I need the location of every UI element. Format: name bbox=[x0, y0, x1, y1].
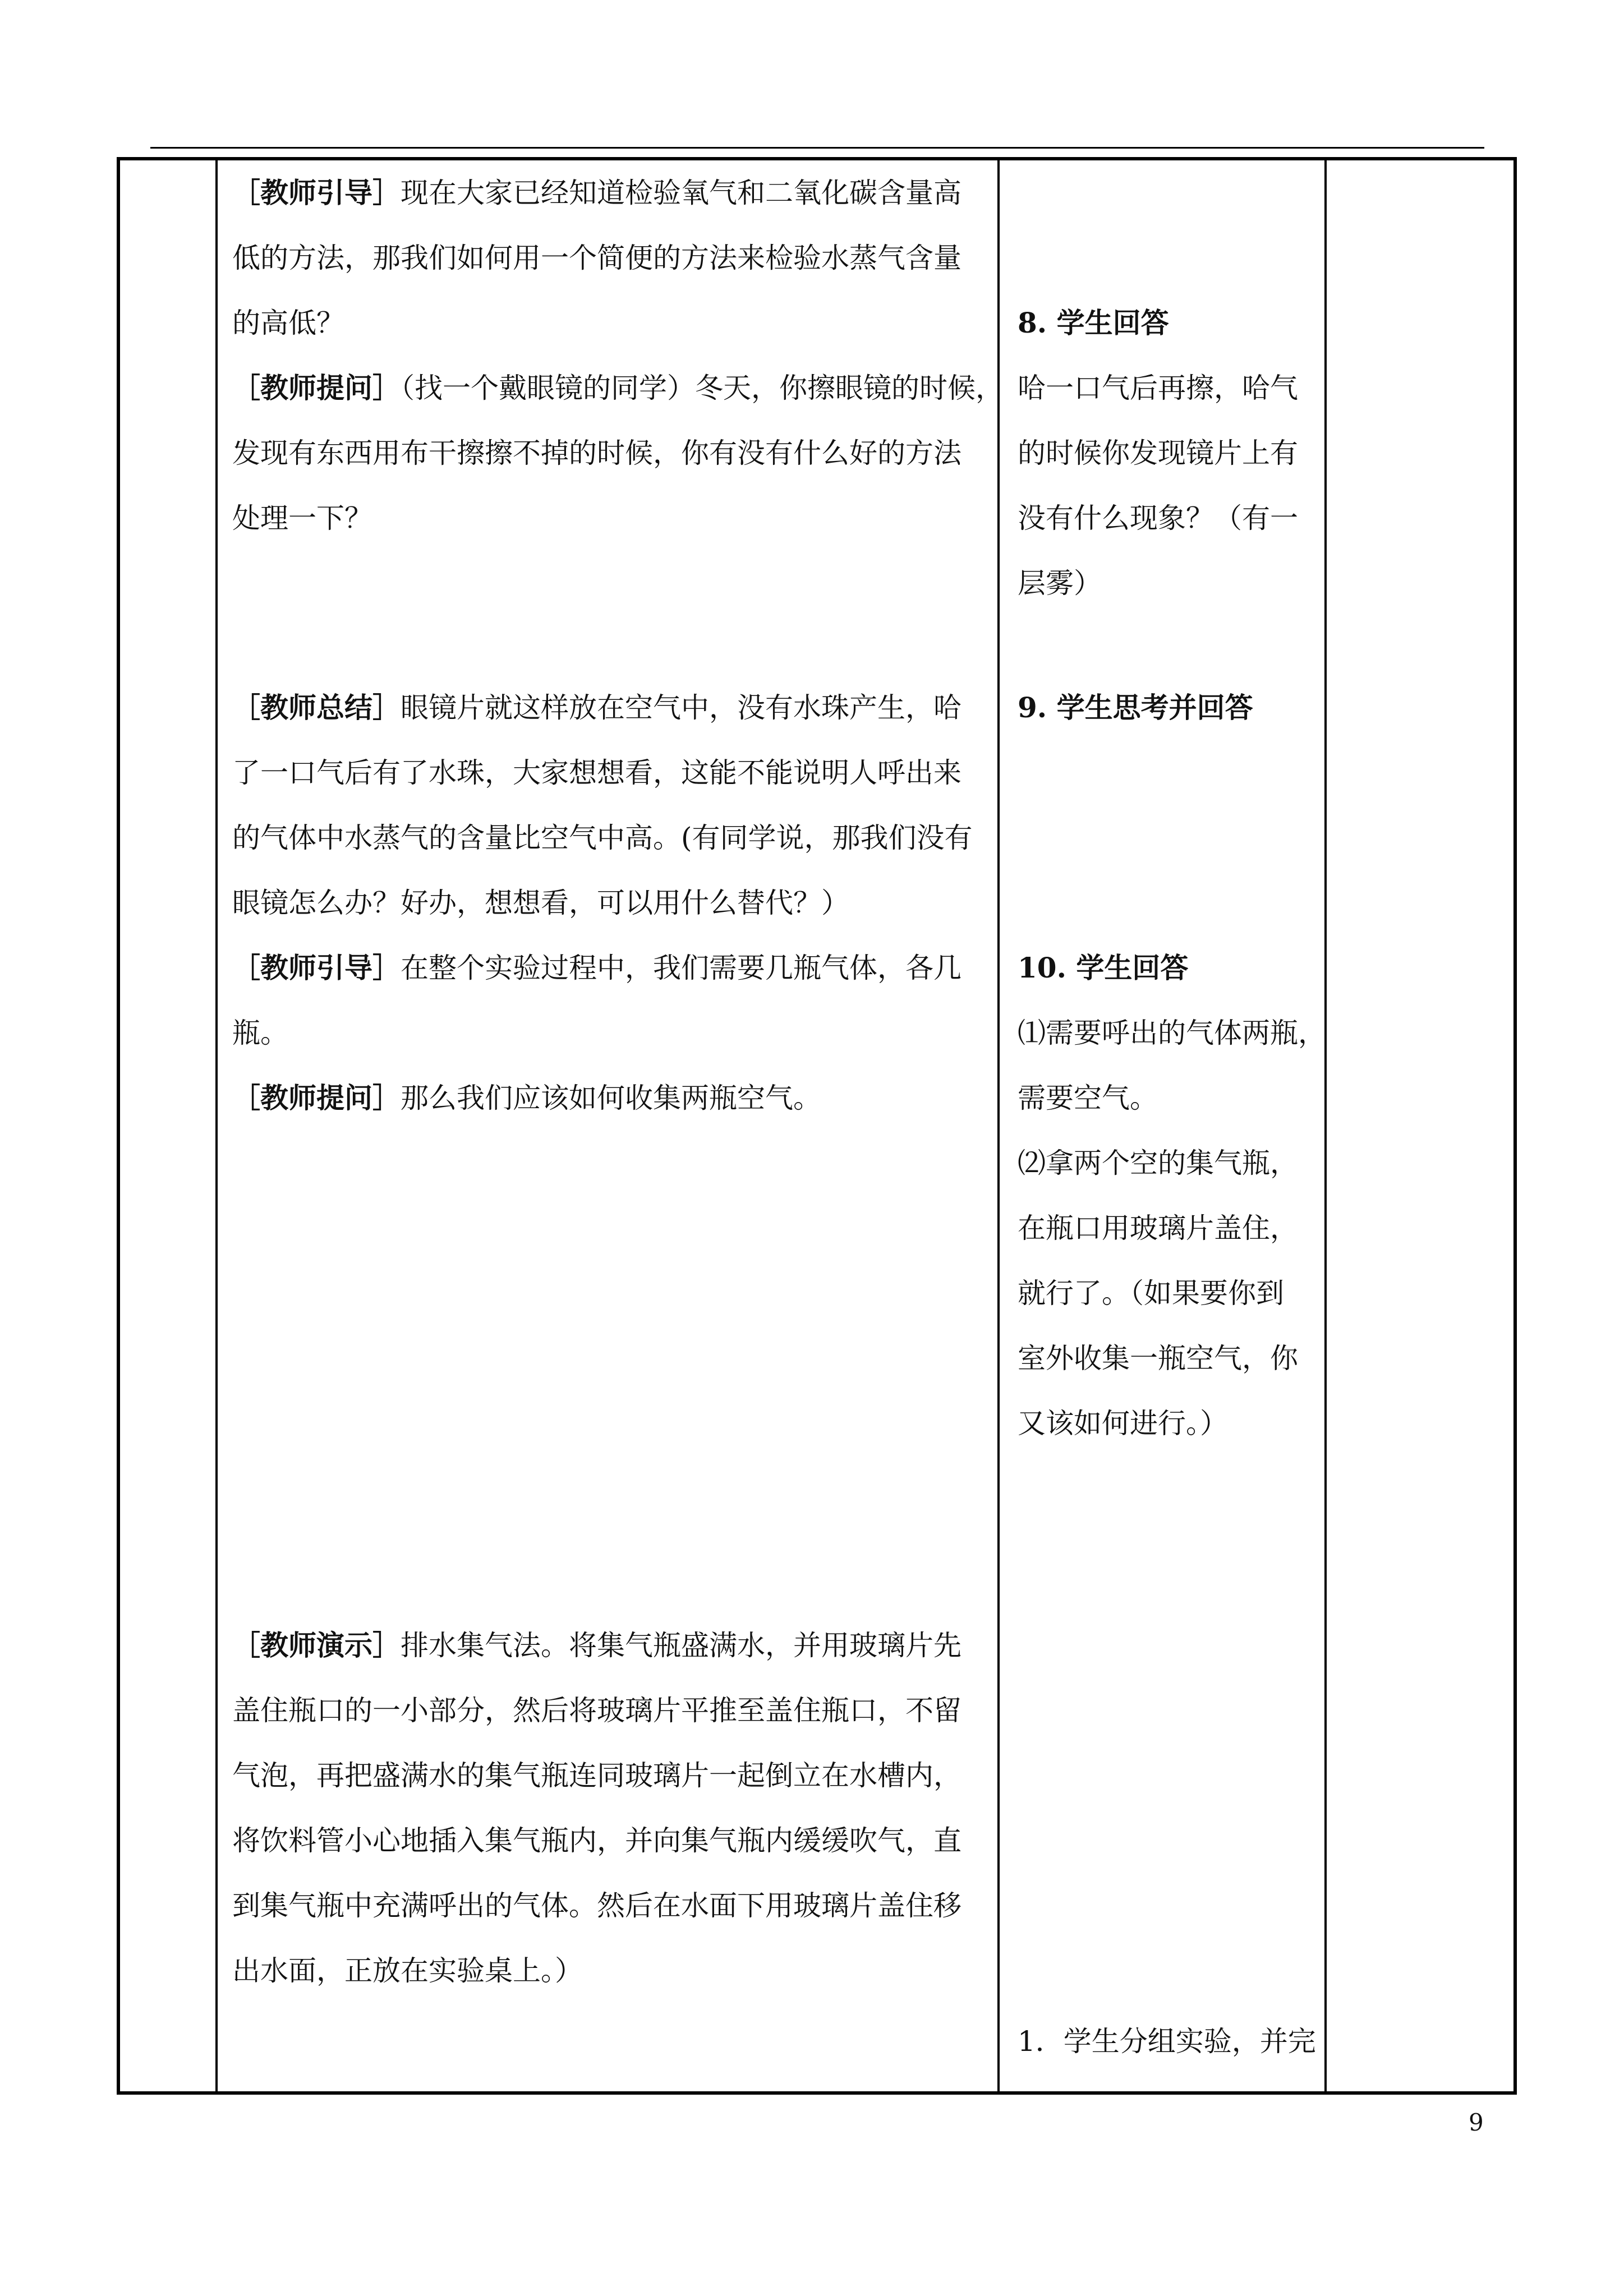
page-number: 9 bbox=[1469, 2109, 1484, 2136]
column-divider-2 bbox=[997, 160, 1000, 2091]
student-answer-8-text: 层雾） bbox=[1018, 567, 1102, 600]
student-answer-10-text: ⑴需要呼出的气体两瓶， bbox=[1018, 1017, 1326, 1049]
teacher-question-text: （找一个戴眼镜的同学）冬天，你擦眼镜的时候， bbox=[401, 372, 1004, 404]
teacher-summary-line bbox=[232, 675, 961, 740]
teacher-question-tag: ［教师提问］ bbox=[232, 1081, 401, 1114]
teacher-guide-tag: ［教师引导］ bbox=[232, 176, 401, 209]
student-answer-8-title: 8. 学生回答 bbox=[1018, 306, 1169, 339]
teacher-question-text: 那么我们应该如何收集两瓶空气。 bbox=[401, 1082, 821, 1114]
column-divider-3 bbox=[1324, 160, 1327, 2091]
teacher-summary-text: 的气体中水蒸气的含量比空气中高。(有同学说，那我们没有 bbox=[232, 822, 973, 854]
student-answer-10-text: 就行了。（如果要你到 bbox=[1018, 1277, 1284, 1310]
teacher-guide-text: 在整个实验过程中，我们需要几瓶气体，各几 bbox=[401, 952, 961, 984]
teacher-demo-text: 气泡，再把盛满水的集气瓶连同玻璃片一起倒立在水槽内， bbox=[232, 1759, 961, 1792]
teacher-demo-text: 盖住瓶口的一小部分，然后将玻璃片平推至盖住瓶口，不留 bbox=[232, 1694, 961, 1727]
teacher-guide-text: 瓶。 bbox=[232, 1017, 288, 1049]
teacher-summary-text: 眼镜怎么办？好办，想想看，可以用什么替代？） bbox=[232, 887, 849, 919]
teacher-summary-tag: ［教师总结］ bbox=[232, 691, 401, 724]
teacher-guide-tag: ［教师引导］ bbox=[232, 951, 401, 984]
teacher-question-text: 处理一下？ bbox=[232, 502, 372, 534]
teacher-summary-text: 了一口气后有了水珠，大家想想看，这能不能说明人呼出来 bbox=[232, 757, 961, 789]
student-answer-8-text: 的时候你发现镜片上有 bbox=[1018, 437, 1298, 469]
teacher-question-line bbox=[232, 1066, 821, 1131]
student-answer-10-text: 室外收集一瓶空气，你 bbox=[1018, 1342, 1298, 1375]
teacher-guide-text: 的高低？ bbox=[232, 307, 344, 339]
teacher-guide-text: 现在大家已经知道检验氧气和二氧化碳含量高 bbox=[401, 177, 961, 209]
header-rule bbox=[150, 147, 1484, 149]
teacher-demo-text: 排水集气法。将集气瓶盛满水，并用玻璃片先 bbox=[401, 1629, 961, 1662]
teacher-summary-text: 眼镜片就这样放在空气中，没有水珠产生，哈 bbox=[401, 691, 961, 724]
column-divider-1 bbox=[215, 160, 218, 2091]
teacher-demo-line bbox=[232, 1613, 961, 1678]
student-answer-8-text: 哈一口气后再擦，哈气 bbox=[1018, 372, 1298, 404]
student-answer-10-text: 又该如何进行。） bbox=[1018, 1407, 1228, 1440]
student-answer-9-title: 9. 学生思考并回答 bbox=[1018, 691, 1253, 724]
teacher-guide-line bbox=[232, 935, 961, 1001]
teacher-question-line bbox=[232, 356, 1004, 421]
teacher-demo-text: 将饮料管小心地插入集气瓶内，并向集气瓶内缓缓吹气，直 bbox=[232, 1824, 961, 1857]
student-answer-10-text: 在瓶口用玻璃片盖住， bbox=[1018, 1212, 1298, 1244]
student-answer-8-text: 没有什么现象？（有一 bbox=[1018, 502, 1298, 534]
teacher-guide-text: 低的方法，那我们如何用一个简便的方法来检验水蒸气含量 bbox=[232, 242, 961, 274]
teacher-guide-line bbox=[232, 160, 961, 225]
teacher-demo-text: 出水面，正放在实验桌上。） bbox=[232, 1954, 583, 1987]
lesson-table bbox=[117, 157, 1517, 2095]
teacher-demo-text: 到集气瓶中充满呼出的气体。然后在水面下用玻璃片盖住移 bbox=[232, 1889, 961, 1922]
student-answer-10-text: 需要空气。 bbox=[1018, 1082, 1158, 1114]
teacher-question-tag: ［教师提问］ bbox=[232, 371, 401, 404]
student-answer-10-text: ⑵拿两个空的集气瓶， bbox=[1018, 1147, 1298, 1179]
teacher-demo-tag: ［教师演示］ bbox=[232, 1629, 401, 1662]
teacher-question-text: 发现有东西用布干擦擦不掉的时候，你有没有什么好的方法 bbox=[232, 437, 961, 469]
student-answer-10-title: 10. 学生回答 bbox=[1018, 951, 1189, 984]
student-experiment-text: 1．学生分组实验，并完 bbox=[1018, 2025, 1316, 2058]
